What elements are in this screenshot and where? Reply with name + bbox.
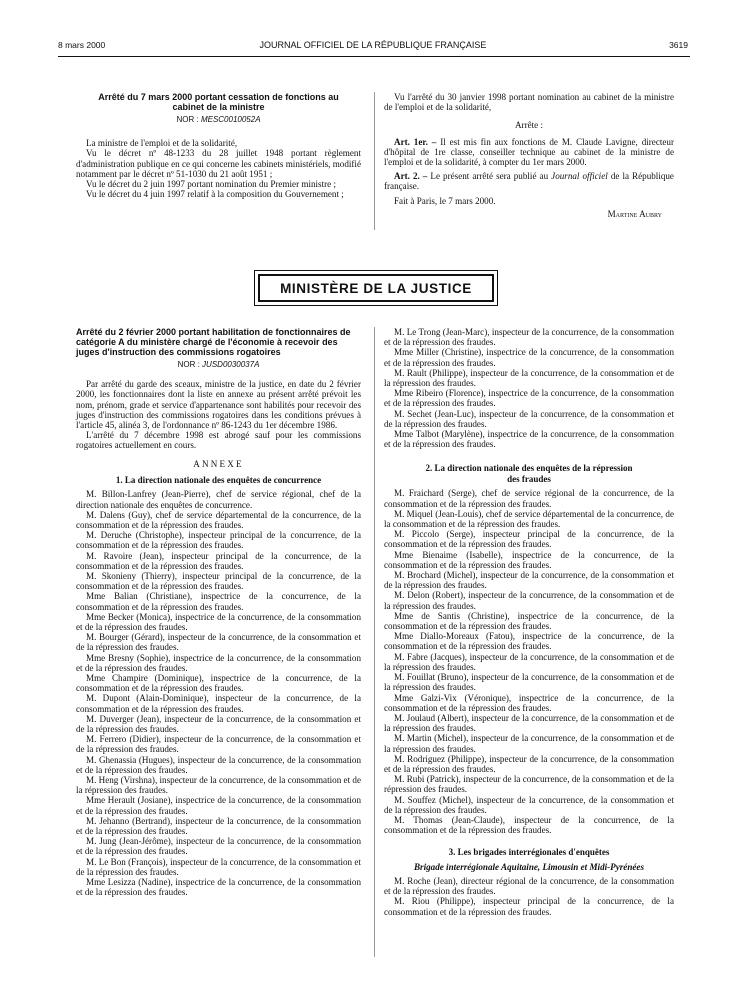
list-item: Mme Lesizza (Nadine), inspectrice de la concurrence, de la consommation et de la répression des fraudes. bbox=[76, 877, 361, 898]
arrete1-nor-code: MESC0010052A bbox=[200, 115, 261, 124]
list-item: M. Dupont (Alain-Dominique), inspecteur de la concurrence, de la consommation et de la répression des fraudes. bbox=[76, 693, 361, 714]
arrete2-nor-label: NOR : bbox=[177, 360, 200, 369]
list-item: Mme Becker (Monica), inspectrice de la concurrence, de la consommation et de la répression des fraudes. bbox=[76, 611, 361, 632]
list-item: M. Fabre (Jacques), inspecteur de la concurrence, de la consommation et de la répression des fraudes. bbox=[384, 651, 674, 672]
list-item: Mme Bienaime (Isabelle), inspectrice de la concurrence, de la consommation et de la répression des fraudes. bbox=[384, 549, 674, 570]
list-item: M. Billon-Lanfrey (Jean-Pierre), chef de service régional, chef de la direction nationale des enquêtes de concurrence. bbox=[76, 489, 361, 510]
list-item: M. Thomas (Jean-Claude), inspecteur de la concurrence, de la consommation et de la répression des fraudes. bbox=[384, 814, 674, 836]
arrete2-left-column bbox=[76, 327, 361, 897]
list-item: M. Fraichard (Serge), chef de service régional de la concurrence, de la consommation et de la répression des fraudes. bbox=[384, 488, 674, 509]
list-item: M. Skonieny (Thierry), inspecteur principal de la concurrence, de la consommation et de la répression des fraudes. bbox=[76, 570, 361, 592]
list-item: M. Heng (Virshna), inspecteur de la concurrence, de la consommation et de la répression des fraudes. bbox=[76, 775, 361, 796]
arrete1-para-4: Vu l'arrêté du 30 janvier 1998 portant nomination au cabinet de la ministre de l'emploi et de la solidarité, bbox=[384, 92, 674, 113]
arrete1-signature: Martine Aubry bbox=[607, 208, 662, 219]
list-item: M. Roche (Jean), directeur régional de la concurrence, de la consommation et de la répression des fraudes. bbox=[384, 876, 674, 897]
arrete2-intro-1: Par arrêté du garde des sceaux, ministre de la justice, en date du 2 février 2000, les fonctionnaires dont la liste en annexe au présent arrêté prévoit les nom, prénom, grade et service d'appartenance sont habilités pour recevoir des juges d'instruction des commissions rogatoires dans les conditions prévues à l'article 45, alinéa 3, de l'ordonnance nº 86-1243 du 1er décembre 1986. bbox=[76, 379, 361, 431]
list-item: M. Dalens (Guy), chef de service départemental de la concurrence, de la consommation et de la répression des fraudes. bbox=[76, 509, 361, 530]
list-item: M. Le Trong (Jean-Marc), inspecteur de la concurrence, de la consommation et de la répression des fraudes. bbox=[384, 327, 674, 348]
arrete1-para-1: Vu le décret nº 48-1233 du 28 juillet 1948 portant règlement d'administration publique en ce qui concerne les cabinets ministériels, modifié notamment par le décret nº 51-1030 du 21 août 1951 ; bbox=[76, 148, 361, 179]
list-item: Mme Balian (Christiane), inspectrice de la concurrence, de la consommation et de la répression des fraudes. bbox=[76, 591, 361, 612]
section3-subtitle: Brigade interrégionale Aquitaine, Limousin et Midi-Pyrénées bbox=[413, 861, 645, 872]
list-item: M. Ghenassia (Hugues), inspecteur de la concurrence, de la consommation et de la répression des fraudes. bbox=[76, 754, 361, 775]
list-item: Mme Herault (Josiane), inspectrice de la concurrence, de la consommation et de la répression des fraudes. bbox=[76, 795, 361, 816]
list-item: M. Piccolo (Serge), inspecteur principal de la concurrence, de la consommation et de la répression des fraudes. bbox=[384, 529, 674, 550]
arrete2-intro-2: L'arrêté du 7 décembre 1998 est abrogé sauf pour les commissions rogatoires actuellement en cours. bbox=[76, 430, 361, 451]
arrete2-nor-code: JUSD0030037A bbox=[202, 360, 260, 369]
header-journal-title: JOURNAL OFFICIEL DE LA RÉPUBLIQUE FRANÇAISE bbox=[259, 40, 487, 50]
annexe-heading: ANNEXE bbox=[193, 458, 244, 469]
section2-list bbox=[384, 488, 674, 835]
list-item: M. Fouillat (Bruno), inspecteur de la concurrence, de la consommation et de la répression des fraudes. bbox=[384, 672, 674, 693]
arrete1-article-2 bbox=[384, 171, 674, 191]
page-header bbox=[58, 40, 688, 54]
list-item: M. Jung (Jean-Jérôme), inspecteur de la concurrence, de la consommation et de la répression des fraudes. bbox=[76, 836, 361, 857]
arrete1-art1-text: Il est mis fin aux fonctions de M. Claude Lavigne, directeur d'hôpital de 1re classe, conseiller technique au cabinet de la ministre de l'emploi et de la solidarité, à compter du 1er mars 2000. bbox=[384, 136, 675, 168]
arrete1-right-column bbox=[384, 92, 674, 219]
arrete1-title: Arrêté du 7 mars 2000 portant cessation de fonctions au cabinet de la ministre bbox=[98, 92, 339, 112]
section2-title: 2. La direction nationale des enquêtes de la répression des fraudes bbox=[425, 463, 633, 484]
section1-title: 1. La direction nationale des enquêtes de concurrence bbox=[115, 474, 322, 485]
list-item: Mme Galzi-Vix (Véronique), inspectrice de la concurrence, de la consommation et de la répression des fraudes. bbox=[384, 692, 674, 713]
arrete1-art2-before: Le présent arrêté sera publié au bbox=[430, 171, 549, 182]
list-item: M. Bourger (Gérard), inspecteur de la concurrence, de la consommation et de la répression des fraudes. bbox=[76, 632, 361, 653]
header-page-number: 3619 bbox=[669, 40, 688, 50]
list-item: Mme Ribeiro (Florence), inspectrice de la concurrence, de la consommation et de la répression des fraudes. bbox=[384, 388, 674, 409]
list-item: M. Sechet (Jean-Luc), inspecteur de la concurrence, de la consommation et de la répression des fraudes. bbox=[384, 408, 674, 429]
arrete2-nor bbox=[76, 360, 361, 370]
list-item: M. Jehanno (Bertrand), inspecteur de la concurrence, de la consommation et de la répression des fraudes. bbox=[76, 815, 361, 837]
list-item: M. Rubi (Patrick), inspecteur de la concurrence, de la consommation et de la répression des fraudes. bbox=[384, 774, 674, 795]
arrete1-art2-label: Art. 2. – bbox=[394, 171, 428, 182]
arrete1-nor-label: NOR : bbox=[176, 115, 199, 124]
arrete1-art1-label: Art. 1er. – bbox=[394, 136, 437, 147]
list-item: Mme Talbot (Marylène), inspectrice de la concurrence, de la consommation et de la répression des fraudes. bbox=[384, 429, 674, 450]
arrete1-arrete-label: Arrête : bbox=[514, 120, 544, 131]
list-item: M. Joulaud (Albert), inspecteur de la concurrence, de la consommation et de la répression des fraudes. bbox=[384, 712, 674, 734]
arrete1-art2-after: de la République française. bbox=[384, 171, 674, 192]
list-item: M. Miquel (Jean-Louis), chef de service départemental de la concurrence, de la consommation et de la répression des fraudes. bbox=[384, 508, 674, 530]
list-item: Mme Miller (Christine), inspectrice de la concurrence, de la consommation et de la répression des fraudes. bbox=[384, 347, 674, 368]
arrete1-nor bbox=[76, 115, 361, 125]
ministry-heading-box bbox=[254, 270, 498, 306]
header-date: 8 mars 2000 bbox=[58, 40, 106, 50]
arrete1-art2-journal: Journal officiel bbox=[551, 171, 608, 182]
arrete2-right-column bbox=[384, 327, 674, 917]
list-item: M. Ravoire (Jean), inspecteur principal de la concurrence, de la consommation et de la répression des fraudes. bbox=[76, 550, 361, 571]
arrete2-title: Arrêté du 2 février 2000 portant habilitation de fonctionnaires de catégorie A du ministère chargé de l'économie à recevoir des juges d'instruction des commissions rogatoires bbox=[76, 327, 351, 357]
arrete1-article-1 bbox=[384, 137, 674, 168]
arrete1-para-2: Vu le décret du 2 juin 1997 portant nomination du Premier ministre ; bbox=[86, 179, 336, 190]
section1-list-continued bbox=[384, 327, 674, 449]
arrete1-para-3: Vu le décret du 4 juin 1997 relatif à la composition du Gouvernement ; bbox=[86, 189, 344, 200]
list-item: M. Rodriguez (Philippe), inspecteur de la concurrence, de la consommation et de la répression des fraudes. bbox=[384, 753, 674, 774]
list-item: Mme Champire (Dominique), inspectrice de la concurrence, de la consommation et de la répression des fraudes. bbox=[76, 672, 361, 694]
column-divider-bottom bbox=[374, 327, 375, 957]
list-item: Mme de Santis (Christine), inspectrice de la concurrence, de la consommation et de la répression des fraudes. bbox=[384, 610, 674, 632]
arrete1-fait: Fait à Paris, le 7 mars 2000. bbox=[394, 195, 496, 206]
header-rule bbox=[58, 56, 690, 57]
section3-list bbox=[384, 876, 674, 917]
list-item: M. Rault (Philippe), inspecteur de la concurrence, de la consommation et de la répression des fraudes. bbox=[384, 367, 674, 389]
section3-title: 3. Les brigades interrégionales d'enquêtes bbox=[448, 847, 610, 858]
arrete1-left-column bbox=[76, 92, 361, 199]
list-item: M. Ferrero (Didier), inspecteur de la concurrence, de la consommation et de la répression des fraudes. bbox=[76, 734, 361, 755]
section1-list bbox=[76, 489, 361, 897]
list-item: Mme Diallo-Moreaux (Fatou), inspectrice de la concurrence, de la consommation et de la répression des fraudes. bbox=[384, 631, 674, 652]
list-item: M. Martin (Michel), inspecteur de la concurrence, de la consommation et de la répression des fraudes. bbox=[384, 733, 674, 754]
list-item: M. Duverger (Jean), inspecteur de la concurrence, de la consommation et de la répression des fraudes. bbox=[76, 713, 361, 734]
list-item: M. Souffez (Michel), inspecteur de la concurrence, de la consommation et de la répression des fraudes. bbox=[384, 794, 674, 815]
list-item: Mme Bresny (Sophie), inspectrice de la concurrence, de la consommation et de la répression des fraudes. bbox=[76, 652, 361, 673]
ministry-heading: MINISTÈRE DE LA JUSTICE bbox=[258, 274, 494, 302]
column-divider-top bbox=[374, 92, 375, 230]
arrete1-para-0: La ministre de l'emploi et de la solidarité, bbox=[86, 138, 238, 149]
list-item: M. Riou (Philippe), inspecteur principal de la concurrence, de la consommation et de la répression des fraudes. bbox=[384, 896, 674, 917]
list-item: M. Le Bon (François), inspecteur de la concurrence, de la consommation et de la répression des fraudes. bbox=[76, 856, 361, 877]
list-item: M. Brochard (Michel), inspecteur de la concurrence, de la consommation et de la répression des fraudes. bbox=[384, 570, 674, 591]
list-item: M. Delon (Robert), inspecteur de la concurrence, de la consommation et de la répression des fraudes. bbox=[384, 590, 674, 611]
list-item: M. Deruche (Christophe), inspecteur principal de la concurrence, de la consommation et de la répression des fraudes. bbox=[76, 530, 361, 551]
